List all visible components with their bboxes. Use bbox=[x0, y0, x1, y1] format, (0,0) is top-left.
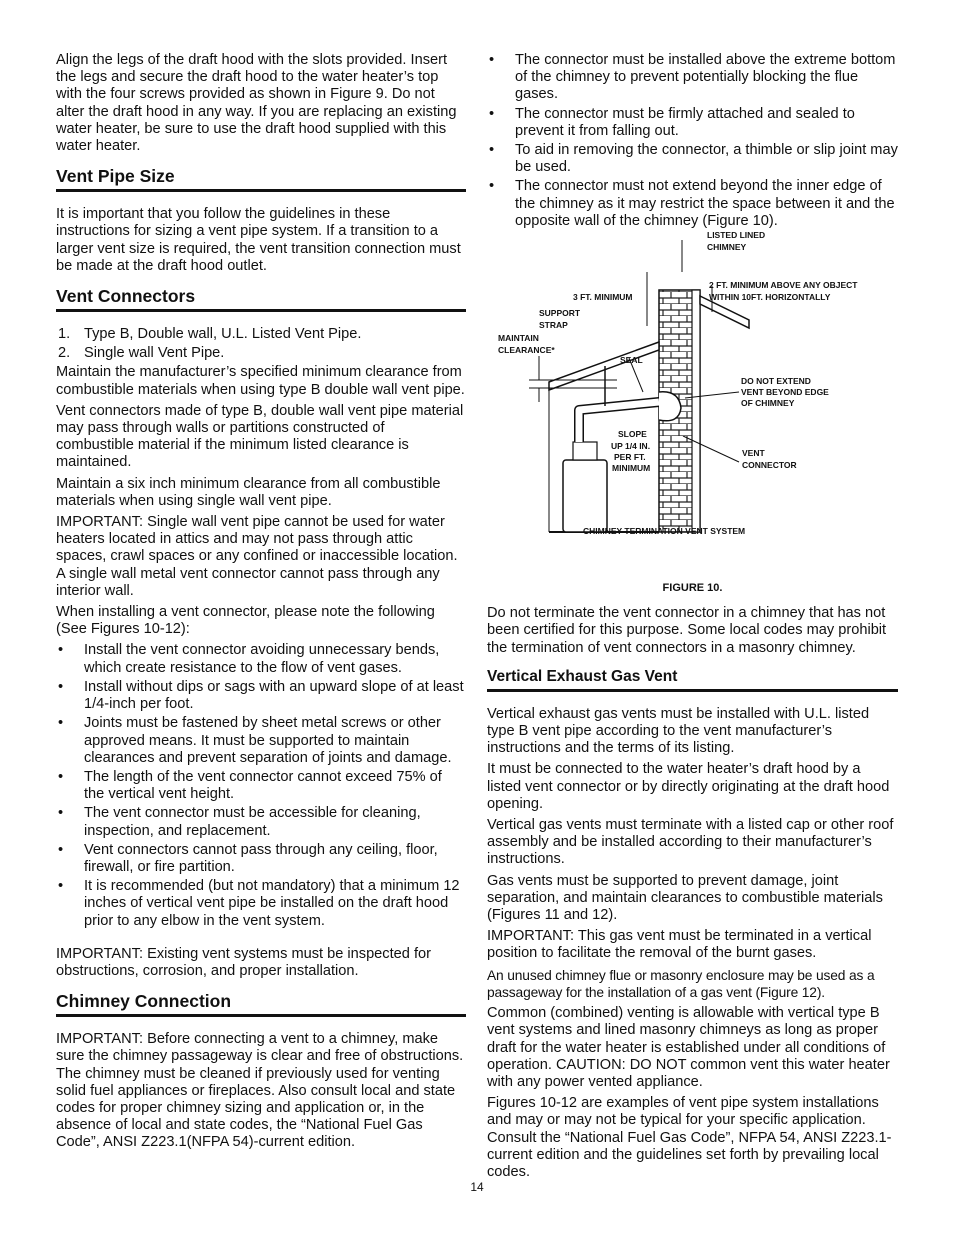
paragraph: Maintain a six inch minimum clearance from all combustible materials when using single wall vent pipe. bbox=[56, 475, 441, 509]
label-per-ft: PER FT. bbox=[614, 452, 646, 463]
chimney-bullet-list bbox=[487, 52, 898, 230]
bullet: • bbox=[58, 642, 64, 659]
list-text: The connector must be installed above the extreme bottom of the chimney to prevent potentially blocking the flue gases. bbox=[515, 52, 896, 103]
bullet: • bbox=[58, 715, 64, 732]
page-number: 14 bbox=[470, 1180, 484, 1194]
label-up-quarter: UP 1/4 IN. bbox=[611, 441, 651, 452]
list-item bbox=[56, 805, 466, 839]
label-connector: CONNECTOR bbox=[742, 460, 797, 471]
label-vent: VENT bbox=[742, 448, 765, 459]
list-text: Joints must be fastened by sheet metal screws or other approved means. It must be supported to maintain clearances and prevent separation of joints and damage. bbox=[84, 715, 452, 766]
chimney-liner bbox=[692, 290, 700, 532]
bullet: • bbox=[58, 841, 64, 858]
water-heater-shape bbox=[563, 460, 607, 532]
list-text: The vent connector must be accessible for cleaning, inspection, and replacement. bbox=[84, 805, 421, 839]
list-item bbox=[56, 878, 466, 930]
list-item bbox=[56, 715, 466, 767]
label-listed-lined: LISTED LINED bbox=[707, 232, 766, 241]
connector-bullet-list bbox=[56, 642, 466, 929]
list-text: Type B, Double wall, U.L. Listed Vent Pipe. bbox=[84, 326, 362, 343]
bullet: • bbox=[489, 105, 495, 122]
list-text: The connector must not extend beyond the inner edge of the chimney as it may restrict the space between it and the opposite wall of the chimney (Figure 10). bbox=[515, 178, 895, 229]
paragraph: IMPORTANT: Single wall vent pipe cannot be used for water heaters located in attics and may not pass through attic spaces, crawl spaces or any confined or inaccessible location. A single wall metal vent connector cannot pass through any interior wall. bbox=[56, 514, 458, 599]
paragraph: IMPORTANT: This gas vent must be terminated in a vertical position to facilitate the removal of the burnt gases. bbox=[487, 928, 872, 962]
list-number: 1. bbox=[58, 326, 71, 343]
list-text: It is recommended (but not mandatory) that a minimum 12 inches of vertical vent pipe be installed on the draft hood prior to any elbow in the vent system. bbox=[84, 878, 460, 929]
paragraph: Vertical gas vents must terminate with a listed cap or other roof assembly and be installed according to their manufacturer’s instructions. bbox=[487, 817, 894, 868]
paragraph: Vent connectors made of type B, double wall vent pipe material may pass through walls or partitions constructed of combustible material if the minimum listed clearance is maintained. bbox=[56, 402, 464, 471]
figure-caption: FIGURE 10. bbox=[662, 582, 723, 595]
bullet: • bbox=[58, 768, 64, 785]
list-item bbox=[487, 52, 898, 104]
list-item bbox=[56, 642, 466, 676]
roof-left bbox=[549, 342, 659, 390]
paragraph: Common (combined) venting is allowable with vertical type B vent systems and lined masonry chimneys as long as proper draft for the water heater is established under all conditions of operation. CAUTION: DO NOT common vent this water heater with any power vented appliance. bbox=[487, 1005, 890, 1090]
label-slope: SLOPE bbox=[618, 429, 647, 440]
paragraph: It must be connected to the water heater’s draft hood by a listed vent connector or by directly originating at the draft hood opening. bbox=[487, 761, 890, 812]
list-item bbox=[487, 178, 898, 230]
vent-type-list bbox=[56, 326, 466, 362]
label-of-chimney: OF CHIMNEY bbox=[741, 398, 795, 409]
paragraph: Vertical exhaust gas vents must be installed with U.L. listed type B vent pipe according to the vent manufacturer’s instructions and the terms of its listing. bbox=[487, 705, 870, 757]
chimney-connection-text: IMPORTANT: Before connecting a vent to a chimney, make sure the chimney passageway is clear and free of obstructions. The chimney must be cleaned if previously used for venting solid fuel appliances or fireplaces. Also consult local and state codes for proper chimney sizing and application or, in the absence of local and state codes, the “National Fuel Gas Code”, ANSI Z223.1(NFPA 54)-current edition. bbox=[56, 1031, 464, 1151]
bullet: • bbox=[489, 178, 495, 195]
list-text: Install the vent connector avoiding unnecessary bends, which create resistance to the flow of vent gases. bbox=[84, 642, 440, 676]
figure-10-diagram bbox=[487, 232, 898, 580]
label-do-not-extend: DO NOT EXTEND bbox=[741, 376, 811, 387]
label-maintain: MAINTAIN bbox=[498, 333, 539, 344]
draft-hood-shape bbox=[573, 442, 597, 460]
left-column bbox=[56, 52, 466, 1156]
bullet: • bbox=[58, 878, 64, 895]
chimney-connection-heading: Chimney Connection bbox=[56, 990, 466, 1017]
list-text: The length of the vent connector cannot exceed 75% of the vertical vent height. bbox=[84, 768, 442, 803]
list-text: To aid in removing the connector, a thimble or slip joint may be used. bbox=[515, 142, 898, 176]
label-two-ft: 2 FT. MINIMUM ABOVE ANY OBJECT bbox=[709, 280, 858, 291]
list-item bbox=[56, 326, 466, 343]
paragraph: Figures 10-12 are examples of vent pipe system installations and may or may not be typical for your specific application. Consult the “National Fuel Gas Code”, NFPA 54, ANSI Z223.1-current edition and the guidelines set forth by prevailing local codes. bbox=[487, 1095, 892, 1180]
label-vent-beyond: VENT BEYOND EDGE bbox=[741, 387, 829, 398]
list-item bbox=[487, 106, 898, 140]
paragraph: When installing a vent connector, please note the following (See Figures 10-12): bbox=[56, 604, 435, 638]
list-item bbox=[56, 842, 466, 876]
label-strap: STRAP bbox=[539, 320, 568, 331]
chimney-diagram-svg bbox=[487, 232, 898, 552]
vertical-exhaust-heading: Vertical Exhaust Gas Vent bbox=[487, 667, 898, 692]
paragraph: Maintain the manufacturer’s specified minimum clearance from combustible materials when using type B double wall vent pipe. bbox=[56, 364, 465, 398]
label-three-ft: 3 FT. MINIMUM bbox=[573, 292, 633, 303]
list-item bbox=[487, 142, 898, 176]
bullet: • bbox=[489, 142, 495, 159]
list-text: Vent connectors cannot pass through any ceiling, floor, firewall, or fire partition. bbox=[84, 841, 438, 875]
bullet: • bbox=[489, 52, 495, 68]
label-system: CHIMNEY TERMINATION VENT SYSTEM bbox=[583, 526, 746, 537]
label-support: SUPPORT bbox=[539, 308, 581, 319]
vent-pipe-size-text: It is important that you follow the guidelines in these instructions for sizing a vent pipe system. If a transition to a larger vent size is required, the vent transition connection must be made at the draft hood outlet. bbox=[56, 206, 461, 274]
important-note: IMPORTANT: Existing vent systems must be inspected for obstructions, corrosion, and proper installation. bbox=[56, 945, 431, 979]
label-minimum: MINIMUM bbox=[612, 463, 651, 474]
list-item bbox=[56, 679, 466, 713]
vent-pipe-size-heading: Vent Pipe Size bbox=[56, 165, 466, 192]
list-text: Single wall Vent Pipe. bbox=[84, 345, 225, 362]
right-column bbox=[487, 52, 898, 1185]
label-within-ten-ft: WITHIN 10FT. HORIZONTALLY bbox=[709, 292, 831, 303]
label-clearance: CLEARANCE* bbox=[498, 345, 555, 356]
bullet: • bbox=[58, 805, 64, 822]
bullet: • bbox=[58, 678, 64, 695]
list-text: Install without dips or sags with an upward slope of at least 1/4-inch per foot. bbox=[84, 678, 464, 713]
list-number: 2. bbox=[58, 345, 71, 362]
paragraph: Gas vents must be supported to prevent damage, joint separation, and maintain clearances to combustible materials (Figures 11 and 12). bbox=[487, 872, 883, 924]
label-seal: SEAL bbox=[620, 355, 643, 366]
intro-paragraph: Align the legs of the draft hood with the slots provided. Insert the legs and secure the draft hood to the water heater’s top with the four screws provided as shown in Figure 9. Do not alter the draft hood in any way. If you are replacing an existing water heater, be sure to use the draft hood supplied with this water heater. bbox=[56, 52, 457, 155]
list-text: The connector must be firmly attached and sealed to prevent it from falling out. bbox=[515, 105, 855, 139]
list-item bbox=[56, 345, 466, 362]
after-figure-paragraph: Do not terminate the vent connector in a chimney that has not been certified for this purpose. Some local codes may prohibit the termination of vent connectors in a masonry chimney. bbox=[487, 605, 887, 656]
paragraph: An unused chimney flue or masonry enclosure may be used as a passageway for the installation of a gas vent (Figure 12). bbox=[487, 967, 875, 1000]
list-item bbox=[56, 769, 466, 803]
vent-connectors-heading: Vent Connectors bbox=[56, 285, 466, 312]
label-chimney: CHIMNEY bbox=[707, 242, 747, 253]
